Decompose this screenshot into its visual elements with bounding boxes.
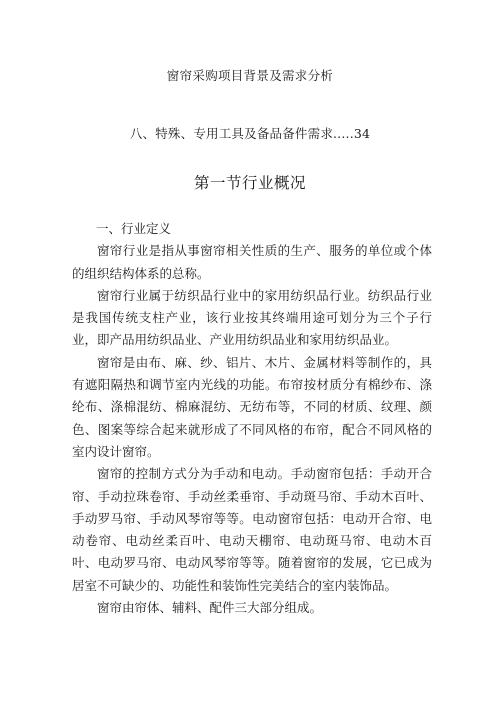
section-title: 第一节行业概况 xyxy=(193,174,306,192)
paragraph-components: 窗帘由帘体、辅料、配件三大部分组成。 xyxy=(97,600,323,616)
paragraph-definition: 窗帘行业是指从事窗帘相关性质的生产、服务的单位或个体的组织结构体系的总称。 xyxy=(72,243,432,281)
paragraph-materials: 窗帘是由布、麻、纱、铝片、木片、金属材料等制作的，具有遮阳隔热和调节室内光线的功能。布帘按材质分有棉纱布、涤纶布、涤棉混纺、棉麻混纺、无纺布等，不同的材质、纹理、颜色、图案等综合起来就形成了不同风格的布帘，配合不同风格的室内设计窗帘。 xyxy=(72,354,432,459)
paragraph-industry-category: 窗帘行业属于纺织品行业中的家用纺织品行业。纺织品行业是我国传统支柱产业，该行业按其终端用途可划分为三个子行业，即产品用纺织品业、产业用纺织品业和家用纺织品业。 xyxy=(72,287,432,348)
table-of-contents-entry: 八、特殊、专用工具及备品备件需求.....34 xyxy=(129,126,371,141)
subsection-heading: 一、行业定义 xyxy=(96,221,172,236)
document-body xyxy=(72,218,432,619)
paragraph-control-methods: 窗帘的控制方式分为手动和电动。手动窗帘包括：手动开合帘、手动拉珠卷帘、手动丝柔垂帘、手动斑马帘、手动木百叶、手动罗马帘、手动风琴帘等等。电动窗帘包括：电动开合帘、电动卷帘、电动丝柔百叶、电动天棚帘、电动斑马帘、电动木百叶、电动罗马帘、电动风琴帘等等。随着窗帘的发展，它已成为居室不可缺少的、功能性和装饰性完美结合的室内装饰品。 xyxy=(72,466,432,593)
document-title: 窗帘采购项目背景及需求分析 xyxy=(166,68,334,83)
